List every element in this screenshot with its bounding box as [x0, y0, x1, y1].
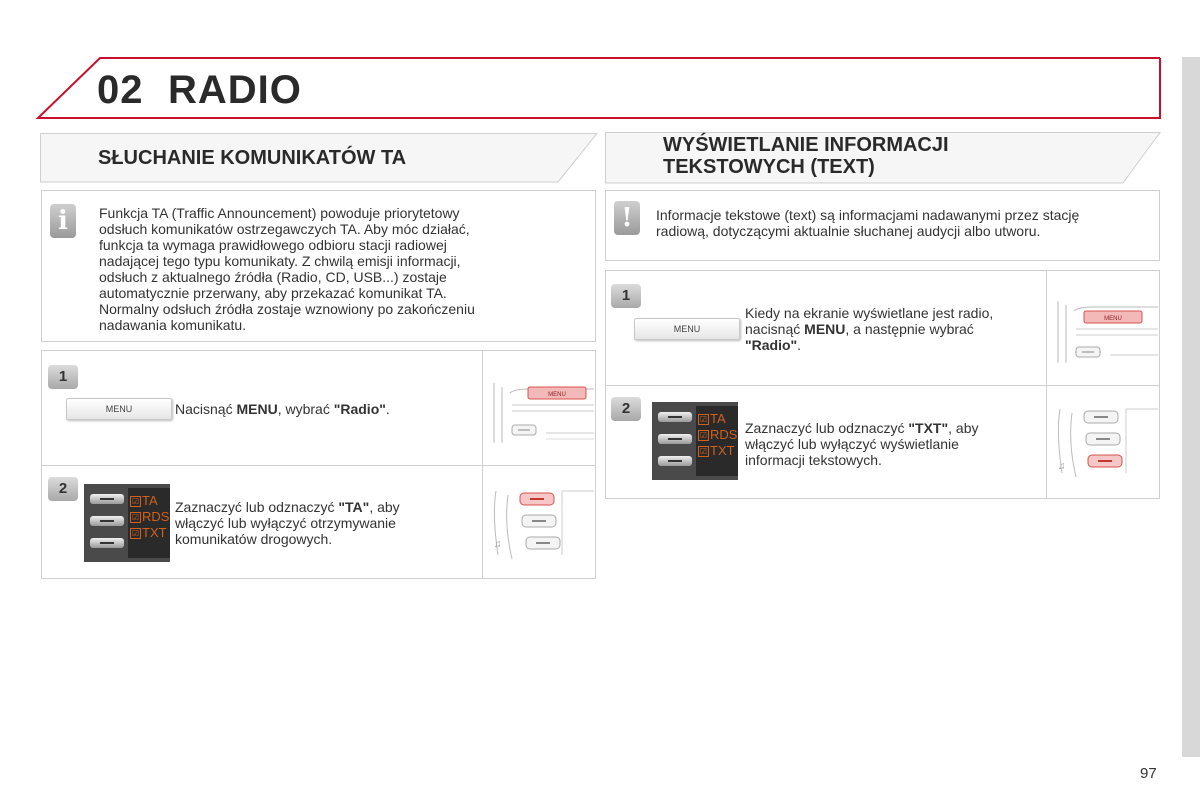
left-info-line: odsłuch z aktualnego źródła (Radio, CD, USB...) zostaje — [99, 269, 447, 285]
screen-options-panel — [128, 488, 170, 558]
screen-button — [90, 538, 124, 548]
right-warning-text — [656, 207, 1079, 239]
left-info-text — [99, 205, 475, 333]
left-info-line: odsłuch komunikatów ostrzegawczych TA. Aby móc działać, — [99, 221, 470, 237]
screen-option-txt: ☑ TXT — [131, 525, 167, 540]
step-1-badge: 1 — [611, 284, 641, 308]
right-steps-box — [605, 270, 1160, 499]
page-side-band — [1182, 57, 1200, 757]
menu-button: MENU — [66, 398, 172, 420]
left-info-line: nadawania komunikatu. — [99, 317, 247, 333]
right-warning-line: Informacje tekstowe (text) są informacjami nadawanymi przez stację — [656, 207, 1080, 223]
info-icon: i — [50, 204, 76, 238]
right-warning-box — [605, 190, 1160, 261]
left-info-line: Normalny odsłuch źródła zostaje wznowiony po zakończeniu — [99, 301, 475, 317]
left-info-line: funkcja ta wymaga prawidłowego odbioru stacji radiowej — [99, 237, 447, 253]
screen-button — [658, 412, 692, 422]
left-step-1-console-thumbnail — [490, 373, 594, 453]
thumb-menu-label: MENU — [1104, 316, 1122, 322]
right-warning-line: radiową, dotyczącymi aktualnie słuchanej audycji albo utworu. — [656, 223, 1041, 239]
screen-button — [658, 456, 692, 466]
right-section-title-line-1: WYŚWIETLANIE INFORMACJI — [663, 134, 949, 156]
right-step-1-console-thumbnail — [1054, 291, 1158, 371]
left-step-2-console-thumbnail — [490, 485, 594, 565]
right-section-title — [663, 134, 949, 178]
screen-option-ta: ☑ TA — [131, 493, 158, 508]
right-steps-divider-h — [606, 385, 1159, 386]
chapter-title: RADIO — [168, 68, 302, 112]
ta-options-screen — [84, 484, 170, 562]
svg-text:♫: ♫ — [1058, 461, 1066, 472]
warning-icon: ! — [614, 201, 640, 235]
screen-button — [90, 516, 124, 526]
step-2-badge: 2 — [48, 477, 78, 501]
left-info-line: nadającej tego typu komunikaty. Z chwilą emisji informacji, — [99, 253, 461, 269]
right-section-title-line-2: TEKSTOWYCH (TEXT) — [663, 156, 875, 178]
left-info-box — [41, 190, 596, 342]
screen-option-ta: ☑ TA — [699, 411, 726, 426]
left-steps-divider-h — [42, 465, 595, 466]
left-info-line: Funkcja TA (Traffic Announcement) powoduje priorytetowy — [99, 205, 460, 221]
left-steps-box — [41, 350, 596, 579]
screen-option-txt: ☑ TXT — [699, 443, 735, 458]
screen-option-rds: ☑ RDS — [699, 427, 738, 442]
screen-button — [90, 494, 124, 504]
thumb-menu-label: MENU — [548, 392, 566, 398]
left-section-title: SŁUCHANIE KOMUNIKATÓW TA — [98, 147, 407, 169]
screen-options-panel — [696, 406, 738, 476]
svg-text:♫: ♫ — [494, 539, 502, 550]
right-step-1-text: Kiedy na ekranie wyświetlane jest radio, nacisnąć MENU, a następnie wybrać "Radio". — [745, 305, 994, 353]
screen-button — [658, 434, 692, 444]
right-step-2-console-thumbnail — [1054, 403, 1158, 483]
txt-options-screen — [652, 402, 738, 480]
left-info-line: automatycznie przerwany, aby przekazać komunikat TA. — [99, 285, 447, 301]
left-step-2-text: Zaznaczyć lub odznaczyć "TA", aby włączyć lub wyłączyć otrzymywanie komunikatów drogowych. — [175, 499, 400, 547]
step-1-badge: 1 — [48, 365, 78, 389]
right-step-2-text: Zaznaczyć lub odznaczyć "TXT", aby włączyć lub wyłączyć wyświetlanie informacji tekstowych. — [745, 420, 979, 468]
step-2-badge: 2 — [611, 397, 641, 421]
menu-button: MENU — [634, 318, 740, 340]
page-number: 97 — [1140, 765, 1157, 782]
chapter-number: 02 — [97, 68, 144, 112]
screen-option-rds: ☑ RDS — [131, 509, 170, 524]
left-step-1-text: Nacisnąć MENU, wybrać "Radio". — [175, 401, 390, 417]
